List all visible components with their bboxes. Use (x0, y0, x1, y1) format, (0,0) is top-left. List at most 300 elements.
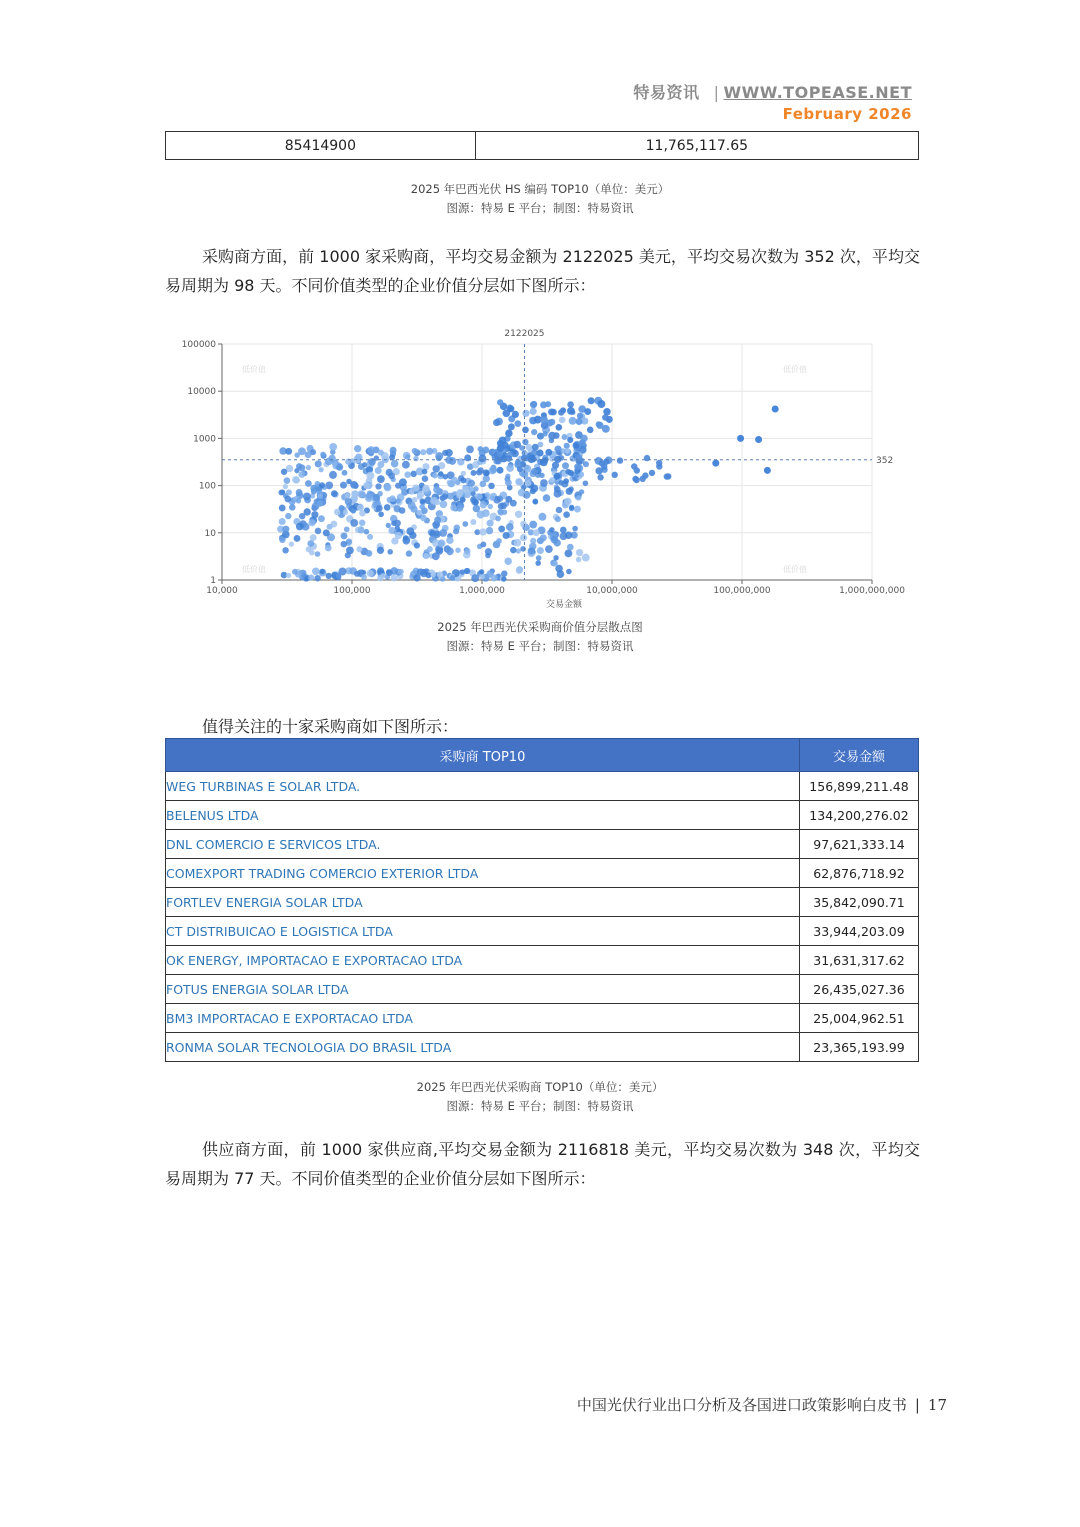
header-separator: | (713, 83, 720, 102)
scatter-point (505, 430, 512, 437)
scatter-point (562, 462, 569, 469)
scatter-point (363, 482, 370, 489)
scatter-point (531, 429, 537, 435)
scatter-point (366, 550, 373, 557)
y-tick-label: 100 (198, 481, 216, 492)
scatter-point (390, 447, 397, 454)
scatter-point (366, 472, 374, 480)
scatter-point (479, 574, 485, 580)
scatter-point (422, 469, 428, 475)
scatter-point (564, 549, 572, 557)
scatter-point (336, 573, 341, 578)
scatter-point (664, 473, 670, 479)
scatter-point (582, 554, 590, 562)
scatter-point (318, 494, 323, 499)
buyer-amount: 35,842,090.71 (800, 888, 919, 917)
scatter-point (567, 407, 575, 415)
scatter-point (470, 519, 476, 525)
scatter-point (309, 550, 315, 556)
scatter-point (367, 570, 374, 577)
scatter-point (563, 511, 570, 518)
scatter-point (555, 424, 562, 431)
buyer-value-scatter-chart (165, 322, 920, 618)
scatter-point (498, 503, 505, 510)
scatter-point (501, 576, 506, 581)
scatter-point (296, 489, 303, 496)
scatter-point (417, 568, 424, 575)
scatter-point (554, 445, 561, 452)
scatter-point (506, 455, 512, 461)
scatter-point (464, 454, 471, 461)
scatter-point (389, 495, 396, 502)
markline-y-label: 352 (876, 455, 894, 466)
x-tick-label: 100,000,000 (713, 586, 771, 596)
scatter-point (551, 536, 559, 544)
scatter-point (310, 449, 316, 455)
scatter-point (565, 469, 571, 475)
scatter-point (303, 492, 311, 500)
table-row (166, 946, 919, 975)
scatter-point (286, 573, 291, 578)
scatter-point (545, 401, 551, 407)
scatter-point (649, 470, 655, 476)
scatter-point (632, 476, 638, 482)
scatter-point (488, 483, 495, 490)
scatter-point (528, 547, 535, 554)
header-brand (634, 80, 912, 103)
buyer-amount: 26,435,027.36 (800, 975, 919, 1004)
scatter-point (298, 464, 305, 471)
buyer-amount: 31,631,317.62 (800, 946, 919, 975)
scatter-point (446, 536, 454, 544)
scatter-point (344, 527, 350, 533)
scatter-point (542, 431, 547, 436)
buyer-name-link[interactable]: BM3 IMPORTACAO E EXPORTACAO LTDA (166, 1004, 800, 1033)
scatter-point (572, 526, 578, 532)
scatter-point (413, 456, 419, 462)
scatter-point (564, 498, 572, 506)
scatter-point (351, 490, 358, 497)
scatter-point (342, 470, 348, 476)
scatter-point (384, 504, 391, 511)
quadrant-watermark: 低价值 (783, 565, 807, 574)
scatter-point (367, 534, 373, 540)
buyer-name-link[interactable]: WEG TURBINAS E SOLAR LTDA. (166, 772, 800, 801)
scatter-point (460, 497, 466, 503)
page-footer (577, 1394, 947, 1415)
scatter-point (307, 540, 314, 547)
scatter-point (579, 439, 586, 446)
y-tick-label: 10 (204, 528, 216, 539)
scatter-point (597, 474, 603, 480)
scatter-point (372, 494, 380, 502)
scatter-point (587, 426, 594, 433)
scatter-point (412, 497, 418, 503)
scatter-point (656, 460, 662, 466)
buyer-name-link[interactable]: DNL COMERCIO E SERVICOS LTDA. (166, 830, 800, 859)
scatter-point (391, 460, 399, 468)
scatter-point (284, 477, 291, 484)
quadrant-watermark: 低价值 (242, 565, 266, 574)
scatter-point (479, 569, 484, 574)
scatter-point (422, 485, 429, 492)
scatter-point (286, 489, 292, 495)
scatter-point (520, 534, 527, 541)
x-tick-label: 10,000,000 (586, 586, 638, 596)
buyer-name-link[interactable]: FORTLEV ENERGIA SOLAR LTDA (166, 888, 800, 917)
scatter-point (569, 417, 577, 425)
scatter-point (387, 549, 393, 555)
scatter-point (281, 469, 287, 475)
scatter-point (512, 411, 519, 418)
header-amount: 交易金额 (800, 739, 919, 772)
scatter-point (772, 406, 779, 413)
scatter-point (453, 528, 459, 534)
scatter-point (455, 547, 460, 552)
scatter-point (644, 455, 650, 461)
scatter-point (549, 477, 555, 483)
footer-separator: | (914, 1396, 920, 1414)
scatter-point (540, 416, 548, 424)
scatter-point (376, 505, 383, 512)
scatter-point (515, 478, 522, 485)
scatter-point (579, 489, 584, 494)
buyer-amount: 134,200,276.02 (800, 801, 919, 830)
table-row (166, 1033, 919, 1062)
x-tick-label: 1,000,000,000 (839, 586, 905, 596)
scatter-point (445, 449, 453, 457)
caption-title: 2025 年巴西光伏采购商 TOP10（单位：美元） (416, 1080, 664, 1094)
scatter-point (505, 479, 512, 486)
scatter-point (530, 408, 537, 415)
scatter-point (485, 492, 490, 497)
scatter-point (536, 449, 543, 456)
scatter-point (294, 468, 299, 473)
scatter-point (433, 486, 440, 493)
scatter-point (354, 571, 360, 577)
x-axis-title: 交易金额 (545, 600, 583, 610)
scatter-point (473, 499, 479, 505)
scatter-point (435, 452, 443, 460)
scatter-point (305, 480, 312, 487)
scatter-point (496, 538, 502, 544)
scatter-point (535, 560, 541, 566)
scatter-point (477, 494, 483, 500)
scatter-point (437, 571, 444, 578)
scatter-point (384, 484, 392, 492)
scatter-point (554, 473, 561, 480)
scatter-point (426, 448, 433, 455)
scatter-point (438, 471, 443, 476)
scatter-point (351, 508, 356, 513)
scatter-point (309, 519, 316, 526)
scatter-point (399, 507, 406, 514)
scatter-point (294, 477, 300, 483)
scatter-point (449, 575, 455, 581)
scatter-point (543, 494, 551, 502)
scatter-point (479, 528, 486, 535)
scatter-point (516, 567, 523, 574)
scatter-point (386, 523, 391, 528)
scatter-point (350, 519, 358, 527)
brand-url[interactable]: WWW.TOPEASE.NET (723, 83, 912, 102)
scatter-point (531, 401, 537, 407)
scatter-point (282, 526, 289, 533)
table-row (166, 917, 919, 946)
y-tick-label: 100000 (181, 340, 216, 350)
buyer-name-link[interactable]: RONMA SOLAR TECNOLOGIA DO BRASIL LTDA (166, 1033, 800, 1062)
scatter-point (375, 483, 381, 489)
table-row (166, 975, 919, 1004)
scatter-point (495, 516, 501, 522)
scatter-point (480, 501, 487, 508)
scatter-point (361, 574, 367, 580)
scatter-point (567, 544, 574, 551)
buyer-name-link[interactable]: CT DISTRIBUICAO E LOGISTICA LTDA (166, 917, 800, 946)
scatter-point (443, 474, 449, 480)
scatter-point (340, 482, 347, 489)
scatter-point (464, 548, 470, 554)
buyer-name-link[interactable]: COMEXPORT TRADING COMERCIO EXTERIOR LTDA (166, 859, 800, 888)
scatter-point (563, 478, 569, 484)
scatter-point (402, 461, 410, 469)
table-header-row (166, 739, 919, 772)
caption-title: 2025 年巴西光伏 HS 编码 TOP10（单位：美元） (410, 182, 670, 196)
scatter-point (553, 555, 558, 560)
scatter-point (292, 569, 298, 575)
scatter-point (447, 480, 454, 487)
scatter-point (283, 484, 288, 489)
scatter-point (499, 436, 507, 444)
scatter-point (506, 523, 514, 531)
scatter-point (501, 570, 507, 576)
scatter-point (642, 472, 648, 478)
scatter-point (279, 505, 286, 512)
buyer-amount: 25,004,962.51 (800, 1004, 919, 1033)
scatter-point (576, 418, 583, 425)
scatter-point (346, 479, 352, 485)
scatter-point (432, 465, 439, 472)
scatter-point (320, 452, 326, 458)
scatter-point (515, 511, 522, 518)
scatter-point (588, 397, 595, 404)
scatter-point (417, 494, 423, 500)
scatter-point (278, 490, 284, 496)
scatter-point (530, 538, 536, 544)
scatter-point (490, 466, 497, 473)
caption-title: 2025 年巴西光伏采购商价值分层散点图 (437, 620, 643, 634)
scatter-point (545, 449, 552, 456)
scatter-point (497, 399, 503, 405)
scatter-point (432, 473, 438, 479)
scatter-point (574, 463, 581, 470)
y-tick-label: 1000 (193, 434, 216, 445)
scatter-point (549, 527, 554, 532)
scatter-point (493, 419, 500, 426)
scatter-point (289, 504, 296, 511)
scatter-point (575, 454, 582, 461)
scatter-point (420, 449, 426, 455)
scatter-point (490, 495, 495, 500)
scatter-point (554, 486, 561, 493)
scatter-point (471, 574, 479, 582)
scatter-point (573, 442, 580, 449)
scatter-point (507, 405, 514, 412)
scatter-point (328, 455, 335, 462)
scatter-point (577, 413, 583, 419)
scatter-point (430, 497, 438, 505)
buyer-name-link[interactable]: OK ENERGY, IMPORTACAO E EXPORTACAO LTDA (166, 946, 800, 975)
scatter-point (310, 534, 317, 541)
scatter-point (375, 467, 382, 474)
buyer-amount: 62,876,718.92 (800, 859, 919, 888)
scatter-point (462, 521, 468, 527)
scatter-point (434, 517, 441, 524)
scatter-point (377, 575, 383, 581)
y-tick-label: 1 (210, 576, 216, 586)
scatter-point (442, 493, 449, 500)
scatter-point (514, 420, 521, 427)
scatter-point (522, 410, 529, 417)
scatter-point (436, 547, 444, 555)
scatter-point (408, 502, 416, 510)
scatter-point (406, 550, 412, 556)
scatter-point (378, 450, 384, 456)
scatter-point (478, 454, 486, 462)
scatter-point (510, 547, 516, 553)
scatter-point (414, 542, 420, 548)
caption-source: 图源：特易 E 平台；制图：特易资讯 (446, 201, 634, 215)
scatter-point (312, 568, 320, 576)
scatter-point (506, 464, 514, 472)
scatter-point (430, 572, 436, 578)
scatter-point (296, 498, 301, 503)
scatter-point (341, 541, 348, 548)
scatter-point (364, 529, 370, 535)
buyer-name-link[interactable]: BELENUS LTDA (166, 801, 800, 830)
buyers-paragraph: 采购商方面，前 1000 家采购商，平均交易金额为 2122025 美元，平均交易次数为 352 次，平均交易周期为 98 天。不同价值类型的企业价值分层如下图所示： (165, 247, 920, 295)
scatter-point (514, 539, 522, 547)
scatter-point (423, 553, 429, 559)
scatter-point (567, 401, 574, 408)
y-tick-label: 10000 (187, 387, 216, 398)
scatter-point (612, 472, 618, 478)
scatter-point (367, 446, 375, 454)
scatter-point (315, 551, 321, 557)
scatter-point (474, 529, 480, 535)
scatter-point (764, 467, 771, 474)
scatter-point (341, 532, 348, 539)
scatter-point (294, 535, 301, 542)
brand-name: 特易资讯 (633, 83, 700, 102)
table-row (166, 888, 919, 917)
scatter-point (485, 548, 492, 555)
scatter-point (394, 520, 401, 527)
scatter-point (522, 439, 528, 445)
scatter-point (522, 427, 529, 434)
scatter-point (439, 529, 447, 537)
quadrant-watermark: 低价值 (783, 365, 807, 374)
x-tick-label: 10,000 (206, 586, 238, 596)
scatter-point (326, 573, 332, 579)
scatter-point (395, 532, 402, 539)
scatter-point (559, 417, 566, 424)
scatter-point (357, 490, 365, 498)
scatter-svg (165, 322, 920, 618)
quadrant-watermark: 低价值 (242, 365, 266, 374)
page-number: 17 (927, 1396, 947, 1414)
buyer-top10-table (165, 738, 919, 1062)
scatter-point (377, 475, 385, 483)
scatter-point (318, 467, 323, 472)
scatter-point (583, 480, 589, 486)
scatter-point (504, 557, 512, 565)
scatter-point (488, 504, 493, 509)
header-date: February 2026 (782, 105, 912, 123)
scatter-point (560, 407, 566, 413)
table-row (166, 1004, 919, 1033)
scatter-point (712, 460, 719, 467)
scatter-point (299, 513, 305, 519)
scatter-point (306, 465, 311, 470)
scatter-point (440, 500, 448, 508)
scatter-point (566, 569, 572, 575)
scatter-point (482, 446, 489, 453)
table-row (166, 772, 919, 801)
scatter-point (343, 510, 348, 515)
scatter-point (279, 518, 286, 525)
scatter-point (540, 534, 547, 541)
scatter-point (553, 432, 560, 439)
scatter-point (345, 498, 352, 505)
scatter-point (480, 481, 487, 488)
scatter-point (531, 468, 538, 475)
scatter-point (412, 448, 418, 454)
scatter-point (486, 527, 493, 534)
scatter-point (556, 507, 563, 514)
scatter-point (345, 493, 351, 499)
scatter-point (520, 546, 526, 552)
scatter-point (289, 541, 294, 546)
buyer-name-link[interactable]: FOTUS ENERGIA SOLAR LTDA (166, 975, 800, 1004)
table-row (166, 132, 919, 160)
scatter-point (460, 477, 466, 483)
scatter-point (330, 521, 337, 528)
caption-source: 图源：特易 E 平台；制图：特易资讯 (446, 1099, 634, 1113)
scatter-point (602, 414, 608, 420)
scatter-point (508, 423, 515, 430)
scatter-point (357, 504, 364, 511)
scatter-point (565, 531, 572, 538)
scatter-point (404, 471, 411, 478)
scatter-point (596, 421, 602, 427)
scatter-point (491, 574, 498, 581)
scatter-point (529, 521, 537, 529)
scatter-point (634, 467, 640, 473)
scatter-point (395, 498, 400, 503)
scatter-point (525, 480, 531, 486)
table-row (166, 801, 919, 830)
scatter-point (325, 544, 332, 551)
table-row (166, 830, 919, 859)
scatter-point (498, 525, 505, 532)
scatter-point (398, 569, 404, 575)
markline-x-label: 2122025 (504, 329, 545, 339)
scatter-point (366, 493, 372, 499)
scatter-point (391, 574, 398, 581)
scatter-point (406, 527, 414, 535)
scatter-point (597, 400, 605, 408)
